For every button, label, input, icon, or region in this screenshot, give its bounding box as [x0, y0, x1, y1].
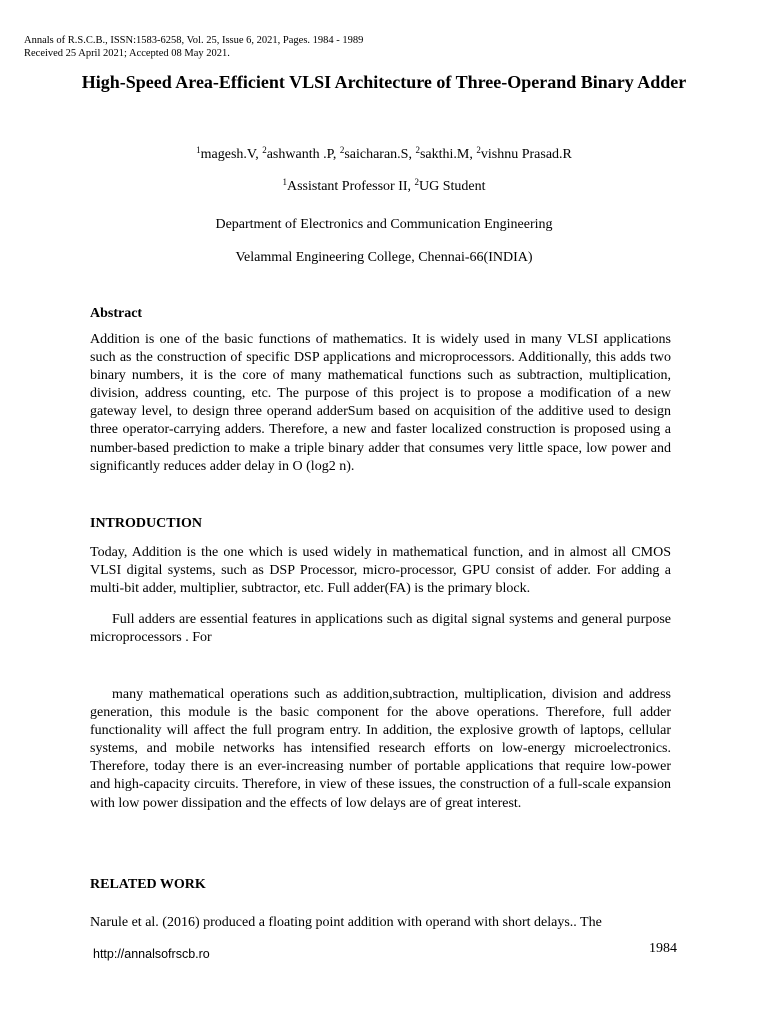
author-sup: 2 — [415, 145, 420, 155]
author-sup: 2 — [339, 145, 345, 155]
author-sup: 2 — [262, 145, 267, 155]
page-number: 1984 — [649, 941, 677, 956]
affiliation-name: Assistant Professor II, — [286, 179, 415, 194]
abstract-heading: Abstract — [90, 306, 143, 321]
author-list — [80, 146, 688, 164]
affiliation-roles — [80, 178, 688, 196]
author-name: magesh.V, — [200, 147, 263, 162]
department: Department of Electronics and Communication Engineering — [215, 217, 553, 232]
abstract-text: Addition is one of the basic functions of mathematics. It is widely used in many VLSI applications such as the construction of specific DSP applications and microprocessors. Additionally, this adds two binary numbers, it is the core of many mathematical functions such as subtraction, multiplication, division, address counting, etc. The purpose of this project is to propose a modification of a new gateway level, to design three operand adderSum based on acquisition of the additive used to design three operator-carrying adders. Therefore, a new and faster localized construction is proposed using a number-based prediction to make a triple binary adder that consumes very little space, low power and significantly reduces adder delay in O (log2 n). — [90, 332, 671, 474]
college: Velammal Engineering College, Chennai-66(INDIA) — [235, 250, 533, 265]
introduction-paragraph-1: Today, Addition is the one which is used widely in mathematical function, and in almost all CMOS VLSI digital systems, such as DSP Processor, micro-processor, GPU consist of adder. For adding a multi-bit adder, multiplier, subtractor, etc. Full adder(FA) is the primary block. — [90, 545, 671, 597]
author-sup: 1 — [196, 145, 201, 155]
journal-citation-header: Annals of R.S.C.B., ISSN:1583-6258, Vol. 25, Issue 6, 2021, Pages. 1984 - 1989 — [24, 35, 364, 46]
author-name: saicharan.S, — [344, 147, 416, 162]
footer-url-link[interactable]: http://annalsofrscb.ro — [93, 947, 210, 961]
affiliation-sup: 1 — [282, 177, 287, 187]
affiliation-name: UG Student — [419, 179, 486, 194]
author-sup: 2 — [476, 145, 481, 155]
introduction-paragraph-2: Full adders are essential features in applications such as digital signal systems and general purpose microprocessors . For — [90, 612, 671, 646]
author-name: sakthi.M, — [419, 147, 477, 162]
received-accepted-dates: Received 25 April 2021; Accepted 08 May 2021. — [24, 48, 230, 59]
related-work-heading: RELATED WORK — [90, 877, 206, 892]
introduction-heading: INTRODUCTION — [90, 516, 203, 531]
author-name: vishnu Prasad.R — [480, 147, 572, 162]
paper-title: High-Speed Area-Efficient VLSI Architecture of Three-Operand Binary Adder — [81, 72, 687, 92]
affiliation-sup: 2 — [414, 177, 420, 187]
introduction-paragraph-3: many mathematical operations such as addition,subtraction, multiplication, division and address generation, this module is the basic component for the above operations. Therefore, full adder functionality will affect the full program entry. In addition, the explosive growth of laptops, cellular systems, and mobile networks has intensified research efforts on low-energy microelectronics. Therefore, today there is an ever-increasing number of portable applications that require low-power and high-capacity circuits. Therefore, in view of these issues, the construction of a full-scale expansion with low power dissipation and the effects of low delays are of great interest. — [90, 687, 671, 811]
author-name: ashwanth .P, — [266, 147, 340, 162]
related-work-text: Narule et al. (2016) produced a floating point addition with operand with short delays.. The — [90, 915, 602, 930]
